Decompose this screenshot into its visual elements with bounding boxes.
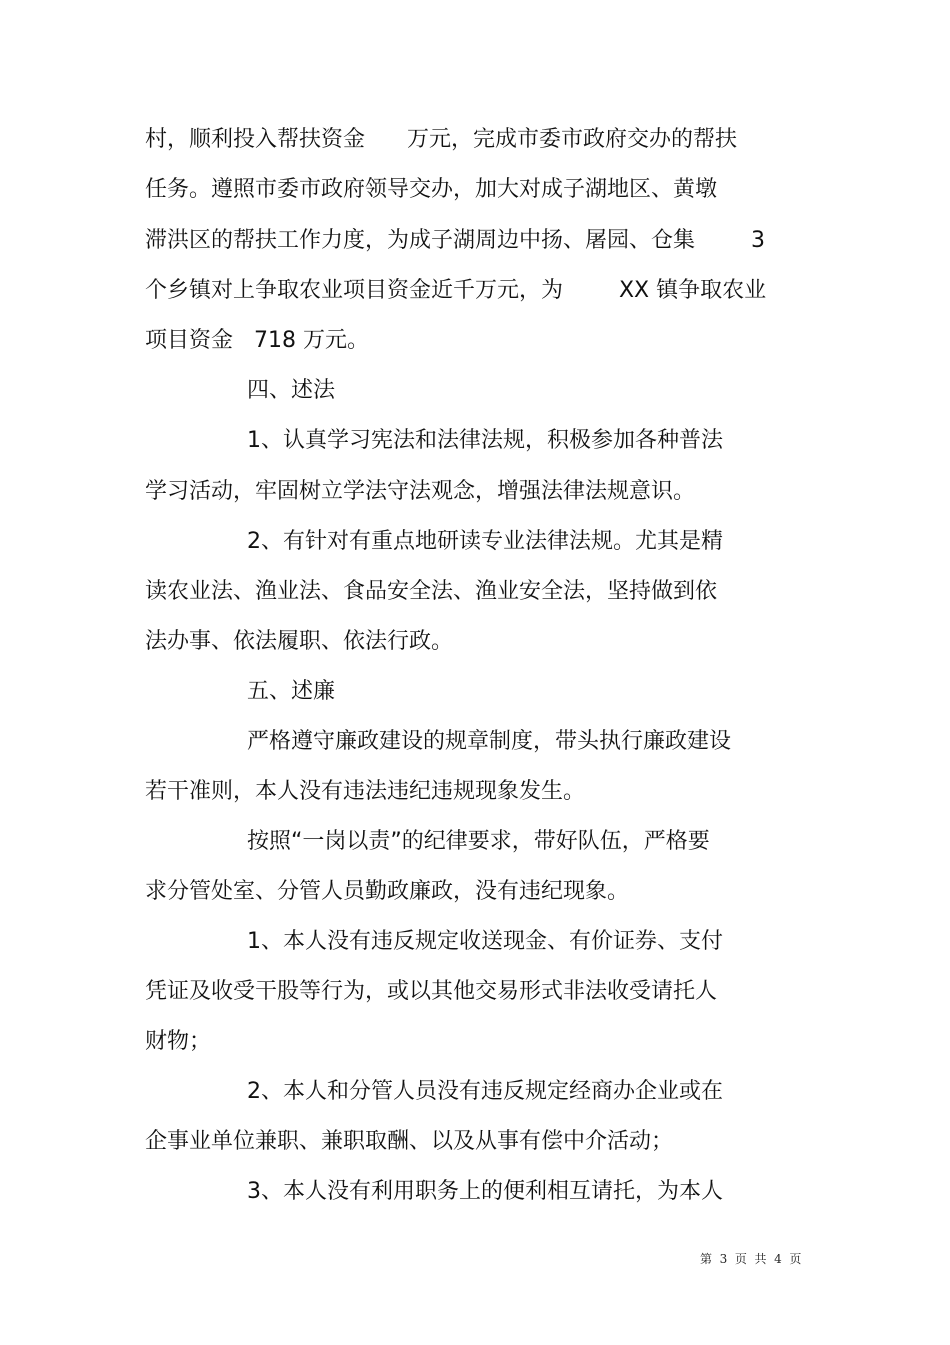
text-line: 求分管处室、分管人员勤政廉政，没有违纪现象。 — [145, 879, 630, 904]
text-line: 项目资金 718 万元。 — [145, 328, 369, 353]
text-line: 财物； — [145, 1029, 212, 1054]
page-footer: 第 3 页 共 4 页 — [700, 1252, 802, 1266]
section-heading: 四、述法 — [247, 378, 336, 403]
text-line: 3、本人没有利用职务上的便利相互请托，为本人 — [247, 1179, 723, 1204]
text-line: 凭证及收受干股等行为，或以其他交易形式非法收受请托人 — [145, 979, 718, 1004]
text-line: 企事业单位兼职、兼职取酬、以及从事有偿中介活动； — [145, 1129, 674, 1154]
text-line: 按照“一岗以责”的纪律要求，带好队伍，严格要 — [247, 829, 710, 854]
text-line: 1、本人没有违反规定收送现金、有价证券、支付 — [247, 929, 723, 954]
text-line: 2、有针对有重点地研读专业法律法规。尤其是精 — [247, 529, 723, 554]
text-line: 严格遵守廉政建设的规章制度，带头执行廉政建设 — [247, 729, 732, 754]
text-line: 1、认真学习宪法和法律法规，积极参加各种普法 — [247, 428, 723, 453]
text-line: 若干准则，本人没有违法违纪违规现象发生。 — [145, 779, 586, 804]
text-line: 2、本人和分管人员没有违反规定经商办企业或在 — [247, 1079, 723, 1104]
text-line: 学习活动，牢固树立学法守法观念，增强法律法规意识。 — [145, 479, 696, 504]
text-line: 任务。遵照市委市政府领导交办，加大对成子湖地区、黄墩 — [145, 177, 718, 202]
section-heading: 五、述廉 — [247, 679, 336, 704]
text-line: 法办事、依法履职、依法行政。 — [145, 629, 454, 654]
text-line: 读农业法、渔业法、食品安全法、渔业安全法，坚持做到依 — [145, 579, 718, 604]
text-line: 个乡镇对上争取农业项目资金近千万元，为 XX 镇争取农业 — [145, 278, 767, 303]
text-line: 滞洪区的帮扶工作力度，为成子湖周边中扬、屠园、仓集 3 — [145, 228, 765, 253]
text-line: 村，顺利投入帮扶资金 万元，完成市委市政府交办的帮扶 — [145, 127, 737, 152]
